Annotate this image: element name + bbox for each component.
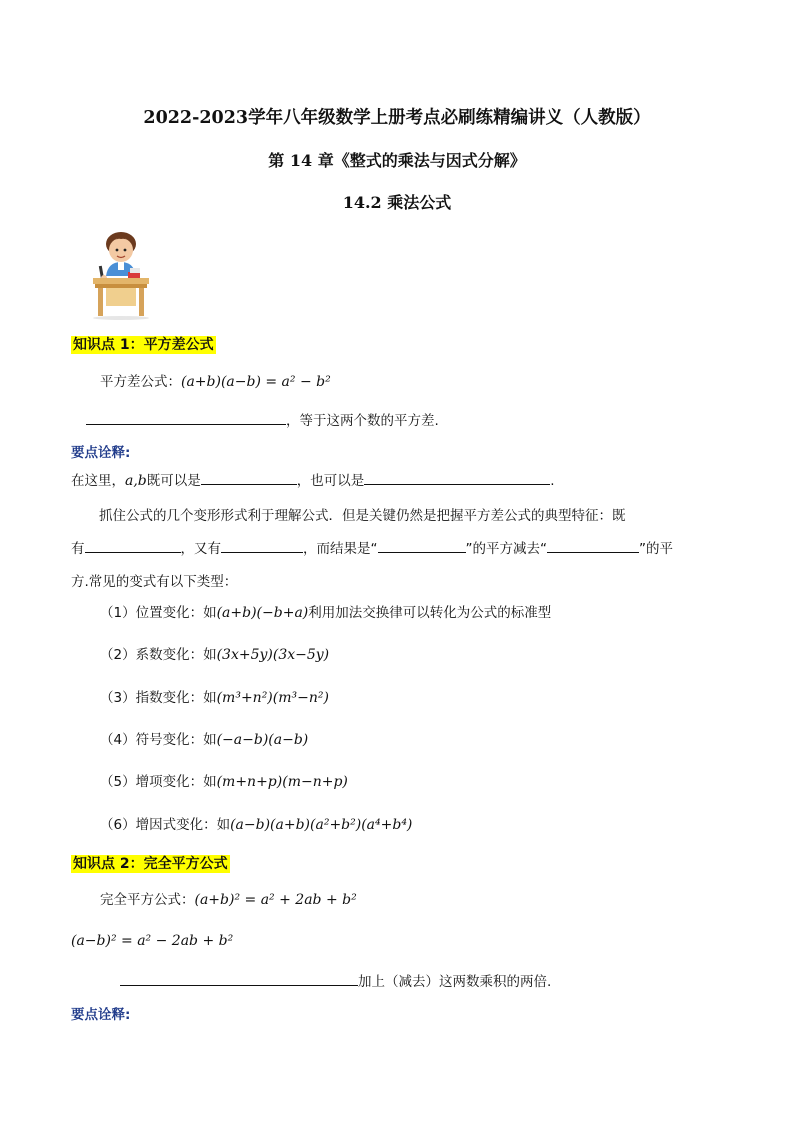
variant-label: （4）符号变化：如 [100,732,217,748]
key-points-title: 要点诠释: [71,445,131,461]
formula-prefix: 平方差公式： [100,374,181,390]
fill-blank[interactable] [378,538,466,553]
variant-formula: (a−b)(a+b)(a²+b²)(a⁴+b⁴) [230,817,413,833]
features-text: ”的平 [639,541,673,557]
variant-label: （3）指数变化：如 [100,690,217,706]
variant-label: （1）位置变化：如 [100,605,217,621]
variant-item [100,815,412,835]
variant-label: （2）系数变化：如 [100,647,217,663]
features-paragraph [71,500,721,599]
variant-label: （6）增因式变化：如 [100,817,231,833]
perfect-square-definition-tail: 加上（减去）这两数乘积的两倍. [358,974,552,990]
definition-line [86,410,439,431]
fill-blank[interactable] [85,538,181,553]
features-text: ，又有 [180,541,221,557]
here-variables: a,b [125,473,147,489]
difference-of-squares-formula: (a+b)(a−b) = a² − b² [181,374,331,390]
knowledge-point-1-label: 知识点 1：平方差公式 [73,337,214,353]
here-end: . [550,473,555,489]
features-text: ，而结果是“ [303,541,378,557]
fill-blank[interactable] [86,410,286,425]
variant-formula: (a+b)(−b+a) [216,605,309,621]
perfect-square-line-2 [71,931,233,951]
variant-item [100,645,329,665]
features-line-2 [71,533,721,566]
variant-item [100,603,551,623]
perfect-square-formula-minus: (a−b)² = a² − 2ab + b² [71,933,234,949]
knowledge-point-1-heading [71,334,216,354]
definition-tail: ，等于这两个数的平方差. [286,413,439,429]
variant-formula: (3x+5y)(3x−5y) [216,647,330,663]
key-points-title-2: 要点诠释: [71,1007,131,1023]
difference-of-squares-line [100,372,331,392]
here-line [71,470,555,491]
chapter-title: 第 14 章《整式的乘法与因式分解》 [268,151,526,170]
fill-blank[interactable] [120,971,358,986]
formula-prefix: 完全平方公式： [100,892,195,908]
fill-blank[interactable] [221,538,303,553]
features-text: 有 [71,541,85,557]
student-illustration [88,228,154,320]
here-text-c: ，也可以是 [296,473,365,489]
fill-blank[interactable] [201,470,297,485]
knowledge-point-2-label: 知识点 2：完全平方公式 [73,856,228,872]
document-title: 2022-2023学年八年级数学上册考点必刷练精编讲义（人教版） [143,108,651,128]
features-line-3: 方.常见的变式有以下类型： [71,574,238,590]
perfect-square-definition-line [120,971,551,992]
fill-blank[interactable] [364,470,550,485]
variant-item [100,772,348,792]
variant-formula: (m+n+p)(m−n+p) [216,774,348,790]
variant-note: 利用加法交换律可以转化为公式的标准型 [308,605,552,621]
perfect-square-formula-plus: (a+b)² = a² + 2ab + b² [194,892,357,908]
fill-blank[interactable] [547,538,639,553]
section-title: 14.2 乘法公式 [342,193,452,212]
variant-label: （5）增项变化：如 [100,774,217,790]
features-line-1: 抓住公式的几个变形形式利于理解公式．但是关键仍然是把握平方差公式的典型特征：既 [99,508,626,524]
perfect-square-line [100,890,357,910]
here-text-a: 在这里， [71,473,125,489]
variant-item [100,688,329,708]
variant-formula: (−a−b)(a−b) [216,732,309,748]
here-text-b: 既可以是 [146,473,201,489]
knowledge-point-2-heading [71,853,230,873]
features-text: ”的平方减去“ [465,541,547,557]
variant-item [100,730,308,750]
variant-formula: (m³+n²)(m³−n²) [216,690,329,706]
